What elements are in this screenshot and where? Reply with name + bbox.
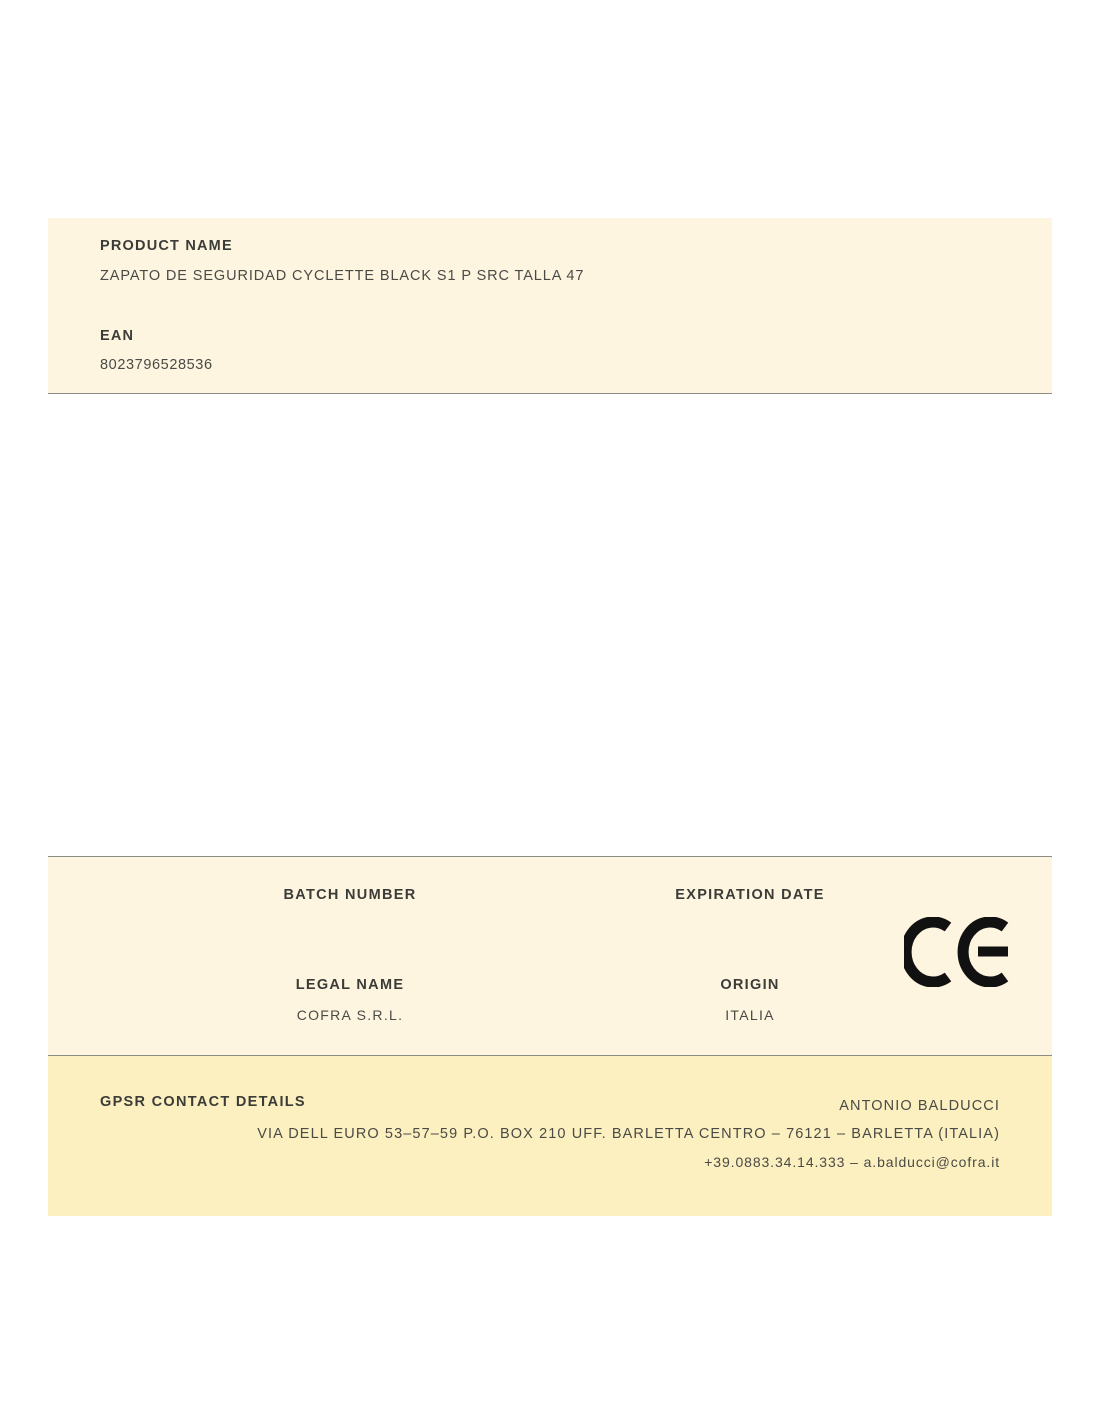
gpsr-contact-label: GPSR CONTACT DETAILS: [100, 1094, 306, 1110]
origin-label: ORIGIN: [720, 977, 780, 993]
batch-legal-block: [48, 856, 1052, 1056]
origin-value: ITALIA: [725, 1007, 775, 1023]
product-name-label: PRODUCT NAME: [100, 238, 233, 254]
gpsr-contact-phone-email: +39.0883.34.14.333 – a.balducci@cofra.it: [704, 1154, 1000, 1170]
blank-content-area: [48, 394, 1052, 854]
product-name-value: ZAPATO DE SEGURIDAD CYCLETTE BLACK S1 P SRC TALLA 47: [100, 268, 585, 284]
product-info-block: [48, 218, 1052, 394]
gpsr-contact-lines: [180, 1092, 1000, 1176]
expiration-date-label: EXPIRATION DATE: [675, 887, 825, 903]
ce-mark-icon: [904, 917, 1014, 987]
batch-number-label: BATCH NUMBER: [283, 887, 417, 903]
legal-name-label: LEGAL NAME: [295, 977, 405, 993]
gpsr-contact-block: [48, 1056, 1052, 1216]
ean-label: EAN: [100, 328, 135, 344]
ean-value: 8023796528536: [100, 357, 213, 373]
gpsr-contact-address: VIA DELL EURO 53–57–59 P.O. BOX 210 UFF. BARLETTA CENTRO – 76121 – BARLETTA (ITALIA): [257, 1126, 1000, 1142]
legal-name-value: COFRA S.R.L.: [296, 1007, 404, 1023]
gpsr-contact-name: ANTONIO BALDUCCI: [839, 1098, 1000, 1114]
